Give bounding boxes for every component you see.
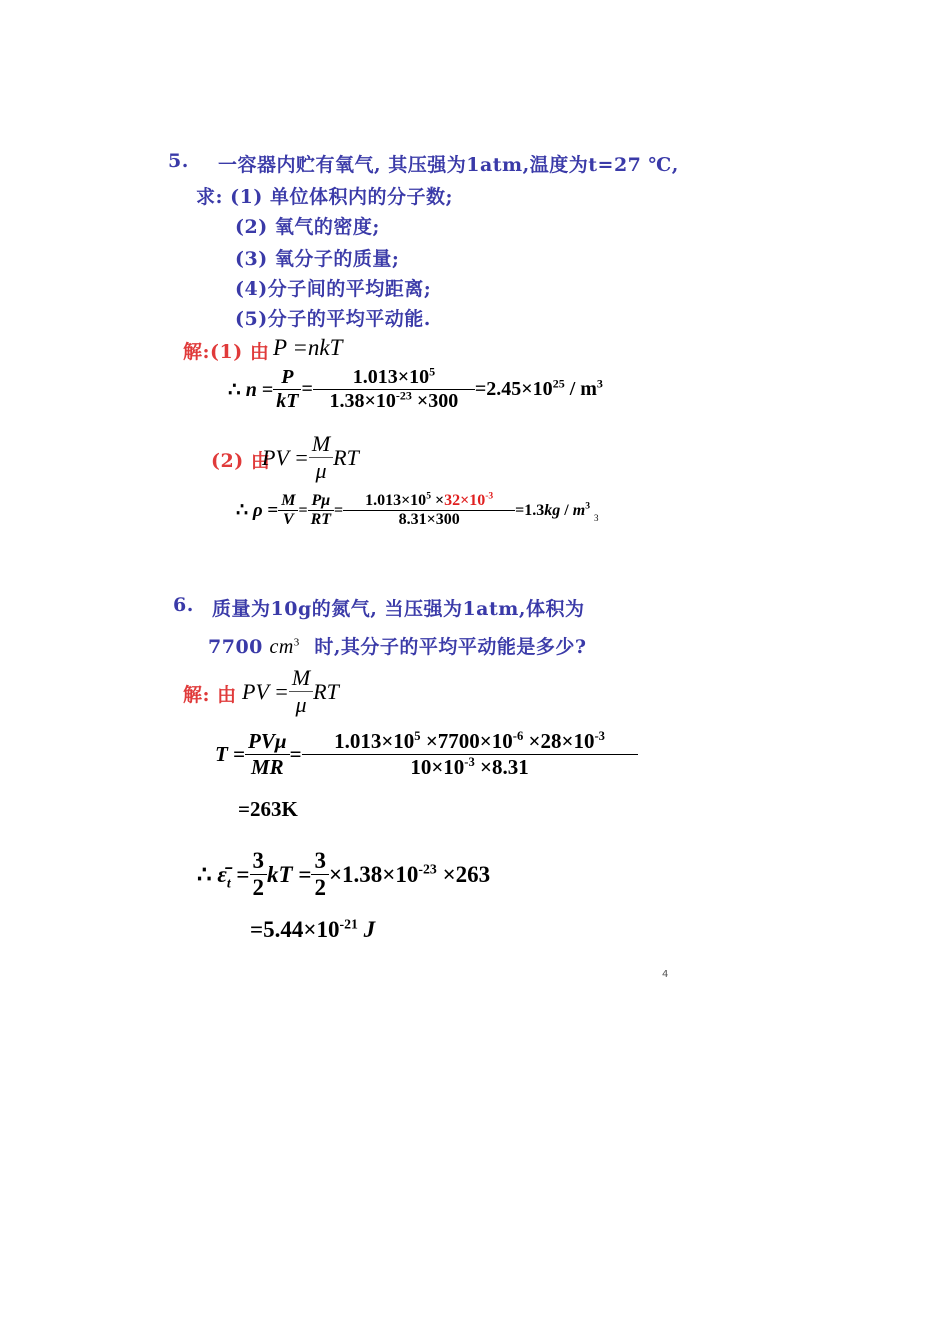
problem-5-ask-5: (5)分子的平均平动能. [235,308,431,330]
problem-6-statement: 质量为10g的氮气, 当压强为1atm,体积为 [212,598,585,620]
problem-5-ask-4: (4)分子间的平均距离; [235,278,432,300]
result-energy: $=5.44\times 10^{-21}$ J [250,916,376,942]
problem-5-ask-1: 求: (1) 单位体积内的分子数; [196,186,453,208]
problem-5-ask-2: (2) 氧气的密度; [235,216,380,238]
volume-unit: cm [269,636,294,658]
problem-6-number: 6. [173,594,194,616]
formula-pv-mrt-2: PV = $\frac{M}{\mu}$ RT [242,665,339,717]
solution-5-label: 解:(1) 由 [183,341,270,363]
problem-5-ask-3: (3) 氧分子的质量; [235,248,400,270]
solution-5-part2-label: (2) 由 [211,450,271,472]
problem-5-number: 5. [168,150,189,172]
equation-n: ∴ n = $\frac{P}{kT}$ = $\frac{1.013\times 10^5}{1.38\times 10^{-23} \times 300}$ $=2.45\times 10^{25} / m^3$ [228,364,603,412]
problem-5-statement: 一容器内贮有氧气, 其压强为1atm,温度为t=27 ℃, [218,154,679,176]
equation-rho: ∴ ρ = $\frac{M}{V}$ = $\frac{P\mu}{RT}$ = $\frac{1.013\times 10^5 \times 32\times 10^{-3}}{8.31\times 300}$ $=1.3kg / m^33$ [236,490,599,528]
equation-T: T = PVμ MR = $\frac{1.013\times 10^5 \times 7700\times 10^{-6} \times 28\times 10^{-3}}{10\times 10^{-3} \times 8.31}$ [215,729,638,780]
problem-6-question: 时,其分子的平均平动能是多少? [314,636,587,658]
solution-6-label: 解: 由 [183,684,237,706]
formula-p-nkt: P =nkT [273,335,343,360]
result-T: =263K [238,797,298,821]
problem-6-volume: 7700 $cm^3$ 时,其分子的平均平动能是多少? [208,636,587,658]
page-number: 4 [662,969,669,980]
equation-energy: ∴ $\varepsilon̄_t$ = $\frac{3}{2}$ kT = $\frac{3}{2}$ $\times 1.38\times 10^{-23} \times 263$ [197,848,491,900]
formula-pv-mrt: PV = $\frac{M}{\mu}$ RT [262,431,359,483]
volume-value: 7700 [208,636,263,658]
